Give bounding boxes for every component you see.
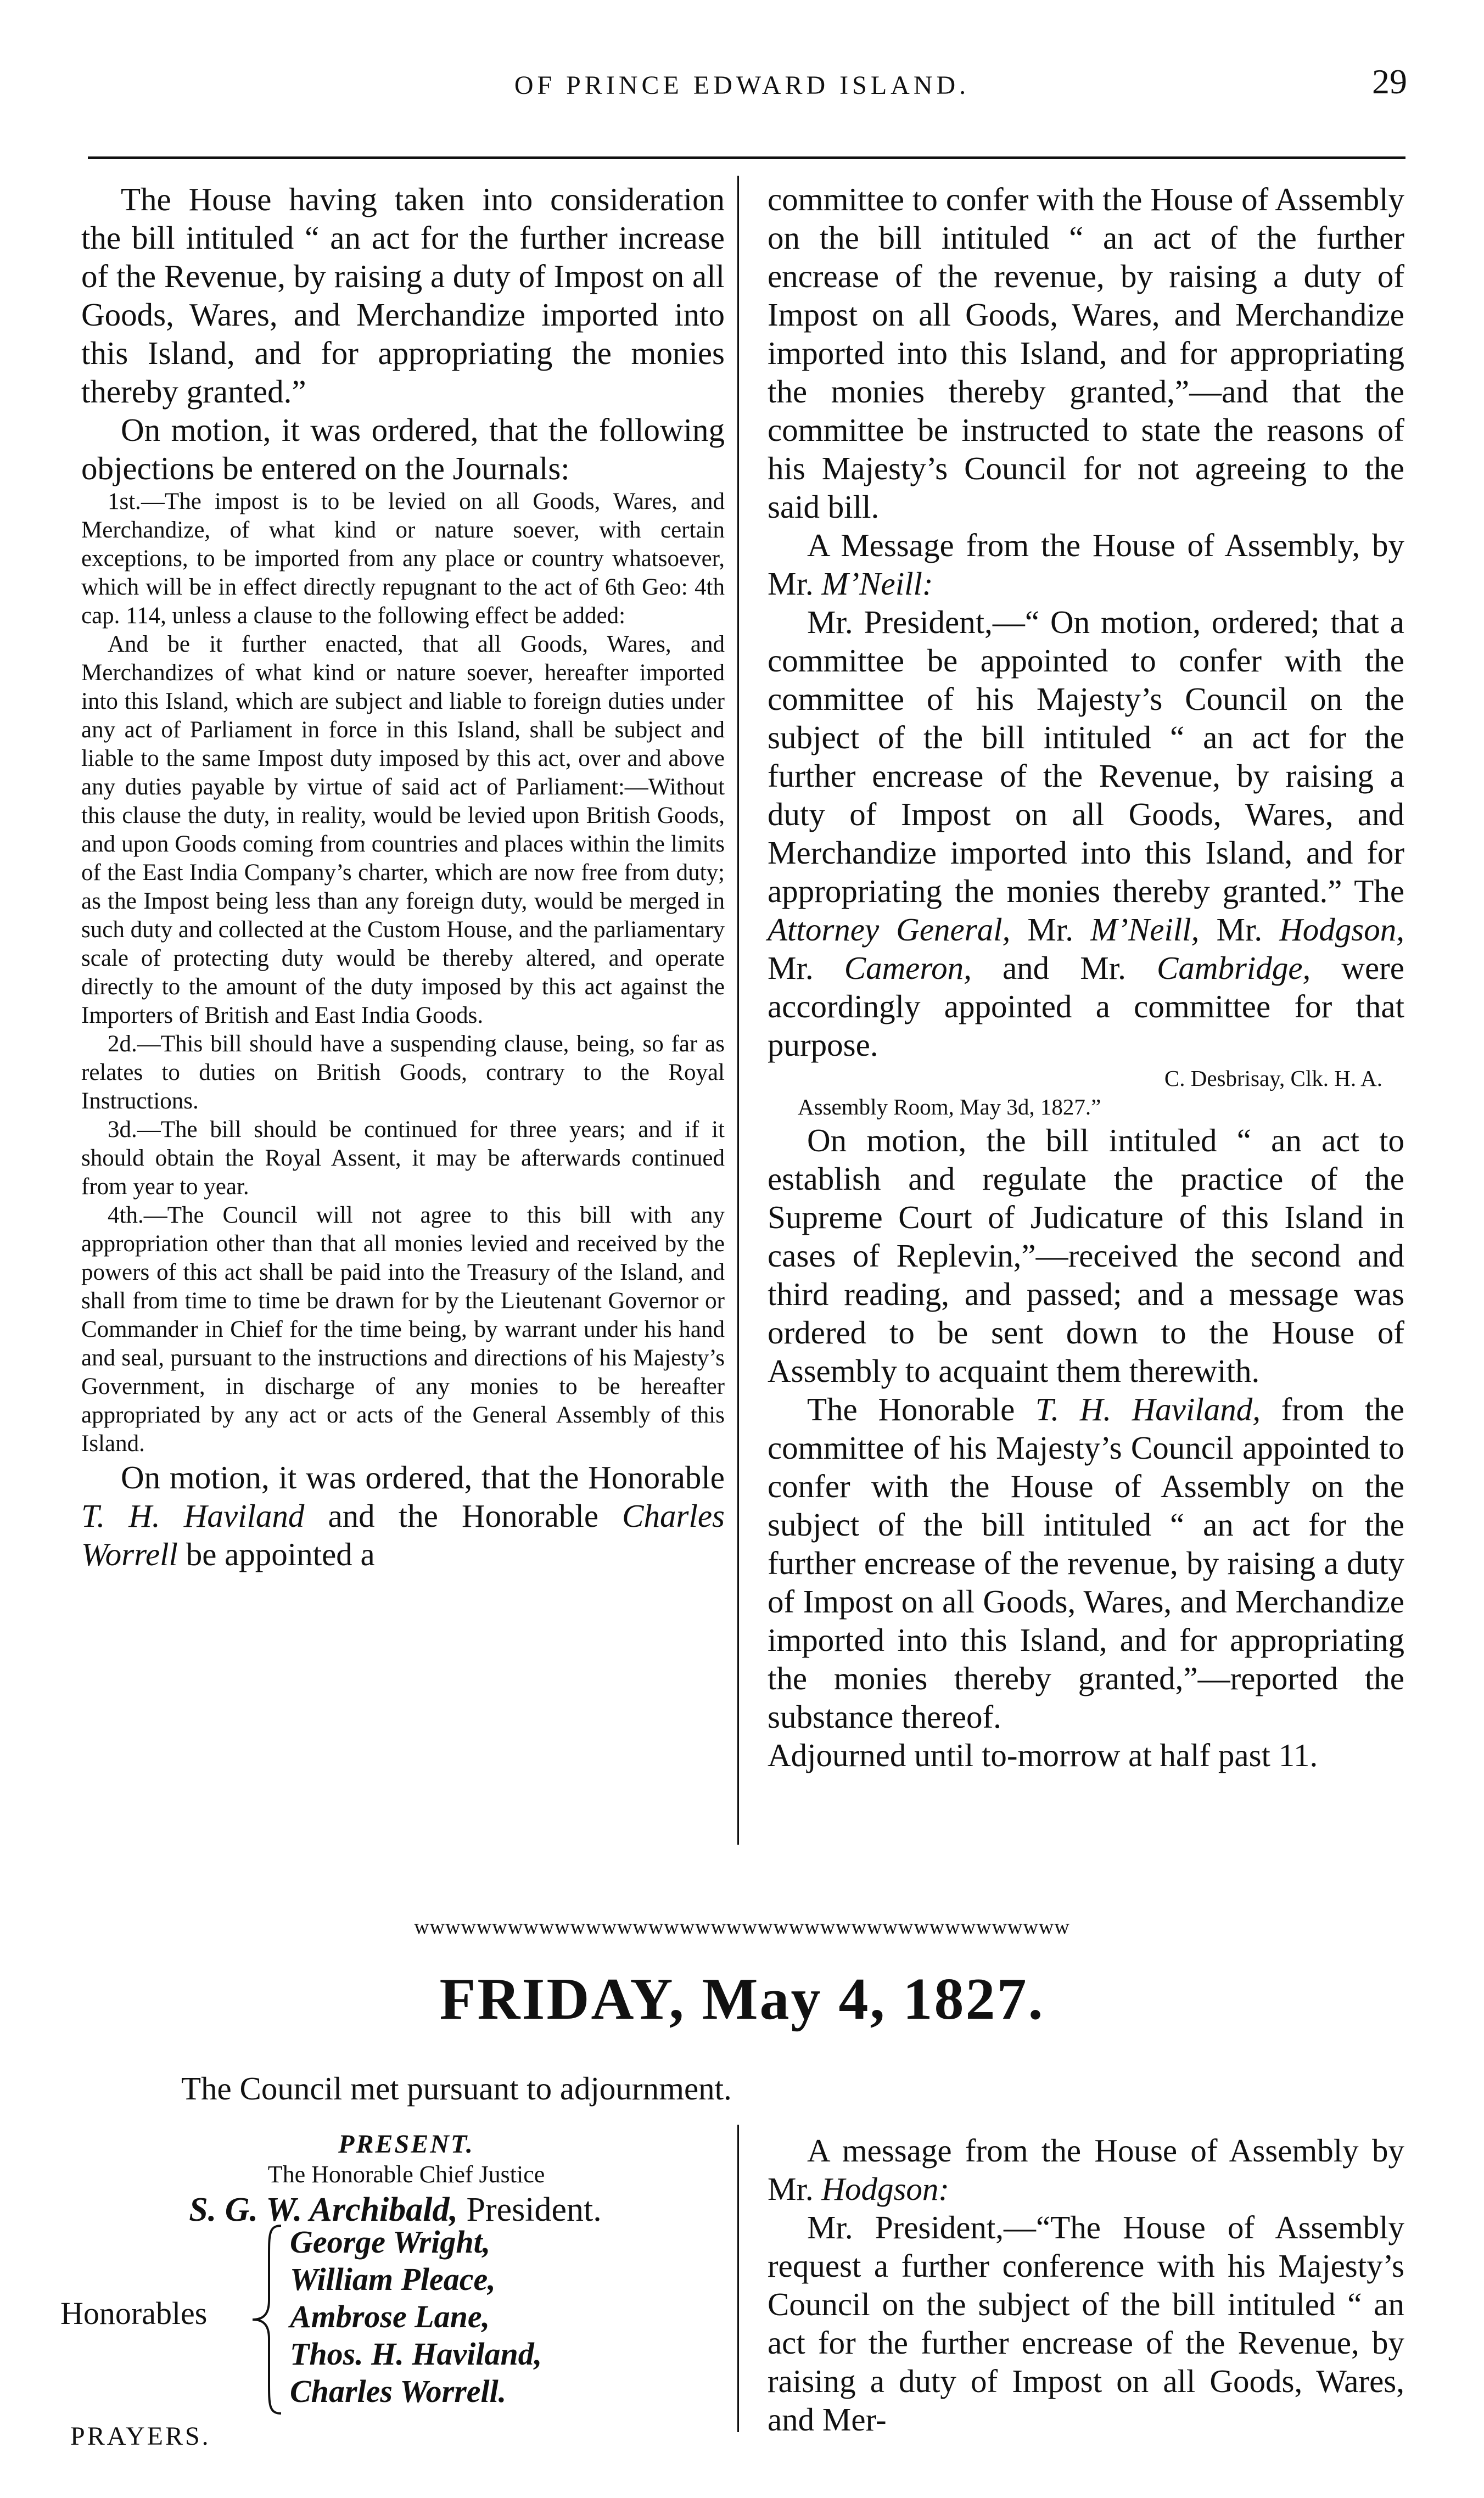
right-para-3-text-d: Mr. xyxy=(768,950,844,986)
right-para-1: committee to confer with the House of Assembly on the bill intituled “ an act of the further encrease of the revenue, by raising a duty of Impost on all Goods, Wares, and Merchandize imported into this Island, and for appropriating the monies thereby granted,”—and that the committee be instructed to state the reasons of his Majesty’s Council for not agreeing to the said bill. xyxy=(768,181,1404,525)
date-heading: FRIDAY, May 4, 1827. xyxy=(439,1967,1045,2032)
lower-right-para-2: Mr. President,—“The House of Assembly request a further conference with his Majesty’s Council on the subject of the bill intituled “ an act for the further encrease of the Revenue, by raising a duty of Impost on all Goods, Wares, and Mer- xyxy=(768,2209,1404,2438)
honorables-label: Honorables xyxy=(60,2295,208,2331)
left-para-1: The House having taken into consideration the bill intituled “ an act for the further increase of the Revenue, by raising a duty of Impost on all Goods, Wares, and Merchandize imported into this Island, and for appropriating the monies thereby granted.” xyxy=(81,181,725,410)
left-para-6: 3d.—The bill should be continued for three years; and if it should obtain the Royal Assent, it may be afterwards continued from year to year. xyxy=(81,1117,725,1200)
left-para-8-name-2: Charles Worrell xyxy=(81,1498,725,1572)
chief-justice-line: The Honorable Chief Justice xyxy=(267,2161,545,2188)
left-para-4: And be it further enacted, that all Goods, Wares, and Merchandizes of what kind or nature soever, hereafter imported into this Island, which are subject and liable to foreign duties under any act of Parliament in force in this Island, shall be subject and liable to the same Impost duty imposed by this act, over and above any duties payable by virtue of said act of Parliament:—Without this clause the duty, in reality, would be levied upon British Goods, and upon Goods coming from countries and places within the limits of the East India Company’s charter, which are now free from duty; as the Impost being less than any foreign duty, would be merged in such duty and collected at the Custom House, and the parliamentary scale of protecting duty would be thereby altered, and operate directly to the amount of the duty imposed by this act against the Importers of British and East India Goods. xyxy=(81,631,725,1028)
honorable-name-1: George Wright, xyxy=(290,2224,491,2260)
left-para-8-text-c: be appointed a xyxy=(177,1536,375,1572)
column-divider xyxy=(737,176,739,1845)
right-para-3-text-e: and Mr. xyxy=(971,950,1157,986)
right-para-6: Adjourned until to-morrow at half past 11. xyxy=(768,1737,1318,1773)
honorable-name-2: William Pleace, xyxy=(290,2261,496,2297)
running-head: OF PRINCE EDWARD ISLAND. xyxy=(514,71,970,100)
section-ornament: wwwwwwwwwwwwwwwwwwwwwwwwwwwwwwwwwwwwwwwwww xyxy=(414,1915,1070,1939)
right-para-5 xyxy=(768,1390,1404,1736)
right-para-3-text-b: Mr. xyxy=(1010,911,1091,948)
right-para-3-name-5: Cambridge, xyxy=(1157,950,1311,986)
right-para-3-text-c: Mr. xyxy=(1199,911,1280,948)
left-para-8-text-b: and the Honorable xyxy=(304,1498,623,1534)
present-label: PRESENT. xyxy=(338,2130,474,2159)
left-para-8-name-1: T. H. Haviland xyxy=(81,1498,305,1534)
right-para-3-name-1: Attorney General, xyxy=(768,911,1011,948)
right-para-5-name: T. H. Haviland, xyxy=(1035,1391,1261,1427)
president-title: President. xyxy=(458,2191,602,2228)
right-para-5-text-b: from the committee of his Majesty’s Council appointed to confer with the House of Assembly on the subject of the bill intituled “ an act for the further encrease of the revenue, by raising a duty of Impost on all Goods, Wares, and Merchandize imported into this Island, and for appropriating the monies thereby granted,”—reported the substance thereof. xyxy=(768,1391,1404,1735)
left-para-5: 2d.—This bill should have a suspending clause, being, so far as relates to duties on British Goods, contrary to the Royal Instructions. xyxy=(81,1031,725,1114)
right-para-3-name-3: Hodgson, xyxy=(1279,911,1404,948)
page-number: 29 xyxy=(1372,62,1407,101)
brace-icon xyxy=(247,2223,285,2416)
right-para-3-name-2: M’Neill, xyxy=(1090,911,1200,948)
right-para-2 xyxy=(768,526,1404,603)
left-column xyxy=(81,180,725,1573)
right-para-5-text-a: The Honorable xyxy=(807,1391,1035,1427)
left-para-2: On motion, it was ordered, that the following objections be entered on the Journals: xyxy=(81,412,725,486)
president-name: S. G. W. Archibald, xyxy=(189,2191,458,2228)
right-para-3-name-4: Cameron, xyxy=(844,950,972,986)
right-para-4: On motion, the bill intituled “ an act to establish and regulate the practice of the Supreme Court of Judicature of this Island in cases of Replevin,”—received the second and third reading, and passed; and a message was ordered to be sent down to the House of Assembly to acquaint them therewith. xyxy=(768,1122,1404,1389)
honorable-name-3: Ambrose Lane, xyxy=(290,2299,490,2334)
honorable-name-4: Thos. H. Haviland, xyxy=(290,2336,542,2372)
header-rule xyxy=(88,156,1405,159)
lower-column-divider xyxy=(737,2125,739,2432)
left-para-8-text-a: On motion, it was ordered, that the Honorable xyxy=(121,1459,725,1496)
right-column xyxy=(768,180,1404,1774)
clerk-signature: C. Desbrisay, Clk. H. A. xyxy=(1164,1066,1382,1091)
right-para-2-name: M’Neill: xyxy=(821,565,933,602)
council-met-line: The Council met pursuant to adjournment. xyxy=(181,2070,732,2107)
lower-right-para-1 xyxy=(768,2131,1404,2208)
right-para-3 xyxy=(768,603,1404,1064)
prayers-label: PRAYERS. xyxy=(70,2422,211,2451)
lower-right-para-1-name: Hodgson: xyxy=(821,2171,950,2207)
lower-right-column xyxy=(768,2131,1404,2439)
left-para-8 xyxy=(81,1458,725,1573)
lower-right-para-1-text: A message from the House of Assembly by Mr. xyxy=(768,2132,1404,2207)
right-para-2-text: A Message from the House of Assembly, by Mr. xyxy=(768,527,1404,602)
right-para-3-text-a: Mr. President,—“ On motion, ordered; that a committee be appointed to confer with the committee of his Majesty’s Council on the subject of the bill intituled “ an act for the further encrease of the Revenue, by raising a duty of Impost on all Goods, Wares, and Merchandize imported into this Island, and for appropriating the monies thereby granted.” The xyxy=(768,604,1404,909)
left-para-3: 1st.—The impost is to be levied on all Goods, Wares, and Merchandize, of what kind or nature soever, with certain exceptions, to be imported from any place or country whatsoever, which will be in effect directly repugnant to the act of 6th Geo: 4th cap. 114, unless a clause to the following effect be added: xyxy=(81,489,725,629)
assembly-room-date: Assembly Room, May 3d, 1827.” xyxy=(798,1094,1101,1119)
honorable-name-5: Charles Worrell. xyxy=(290,2373,507,2409)
left-para-7: 4th.—The Council will not agree to this bill with any appropriation other than that all monies levied and received by the powers of this act shall be paid into the Treasury of the Island, and shall from time to time be drawn for by the Lieutenant Governor or Commander in Chief for the time being, by warrant under his hand and seal, pursuant to the instructions and directions of his Majesty’s Government, in discharge of any monies to be hereafter appropriated by any act or acts of the General Assembly of this Island. xyxy=(81,1202,725,1457)
right-para-3-text-f: were accordingly appointed a committee for that purpose. xyxy=(768,950,1404,1063)
